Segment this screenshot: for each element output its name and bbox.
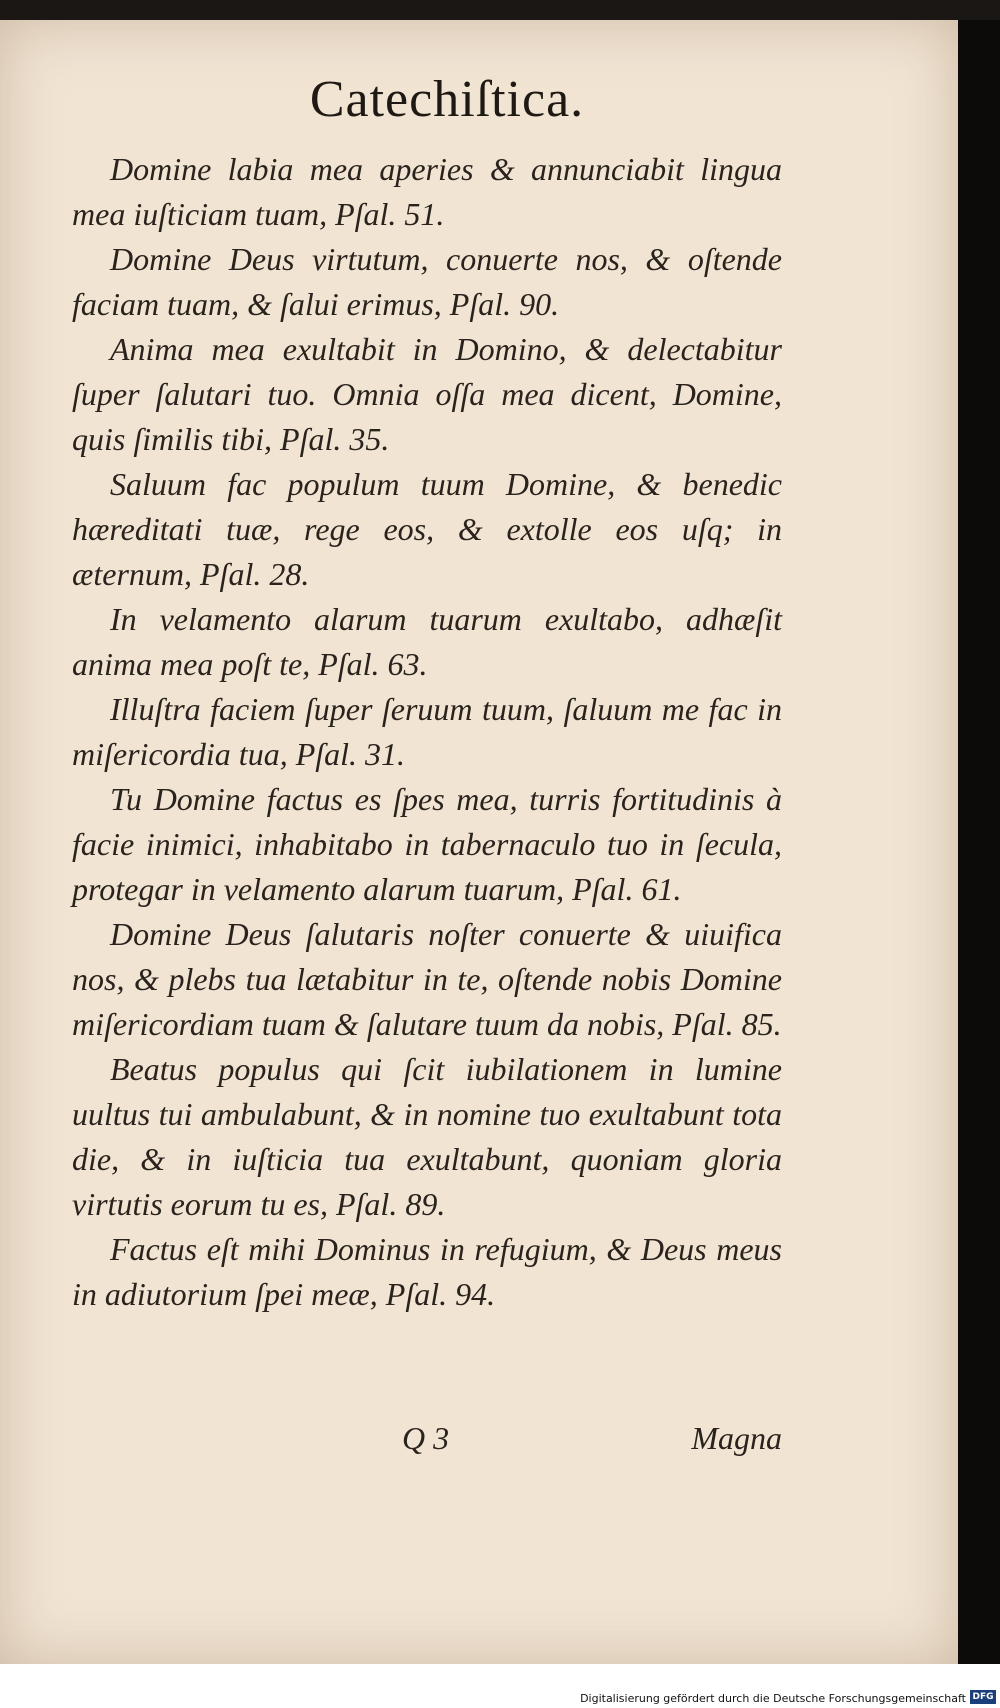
verse-paragraph: Domine Deus virtutum, conuerte nos, & oſtende faciam tuam, & ſalui erimus, Pſal. 90.	[72, 241, 782, 322]
digitization-credit: Digitalisierung gefördert durch die Deutsche Forschungsgemeinschaft	[580, 1692, 966, 1705]
book-edge	[958, 20, 1000, 1664]
signature-mark: Q 3	[402, 1420, 450, 1456]
verse-paragraph: Illuſtra faciem ſuper ſeruum tuum, ſaluum me fac in miſericordia tua, Pſal. 31.	[72, 691, 782, 772]
page-text	[72, 70, 782, 1317]
verse-paragraph: Saluum fac populum tuum Domine, & benedic hæreditati tuæ, rege eos, & extolle eos uſq; in æternum, Pſal. 28.	[72, 466, 782, 592]
verse-paragraph: Beatus populus qui ſcit iubilationem in lumine uultus tui ambulabunt, & in nomine tuo exultabunt tota die, & in iuſticia tua exultabunt, quoniam gloria virtutis eorum tu es, Pſal. 89.	[72, 1051, 782, 1222]
verse-paragraph: Domine Deus ſalutaris noſter conuerte & uiuifica nos, & plebs tua lætabitur in te, oſtende nobis Domine miſericordiam tuam & ſalutare tuum da nobis, Pſal. 85.	[72, 916, 782, 1042]
verse-paragraph: Anima mea exultabit in Domino, & delectabitur ſuper ſalutari tuo. Omnia oſſa mea dicent, Domine, quis ſimilis tibi, Pſal. 35.	[72, 331, 782, 457]
verse-paragraph: Factus eſt mihi Dominus in refugium, & Deus meus in adiutorium ſpei meæ, Pſal. 94.	[72, 1231, 782, 1312]
verse-paragraph: Domine labia mea aperies & annunciabit lingua mea iuſticiam tuam, Pſal. 51.	[72, 151, 782, 232]
dfg-logo-icon: DFG	[970, 1690, 996, 1704]
catchword: Magna	[691, 1420, 782, 1456]
running-head: Catechiſtica.	[309, 71, 585, 128]
verse-paragraph: Tu Domine factus es ſpes mea, turris fortitudinis à facie inimici, inhabitabo in tabernaculo tuo in ſecula, protegar in velamento alarum tuarum, Pſal. 61.	[72, 781, 782, 907]
verse-paragraph: In velamento alarum tuarum exultabo, adhæſit anima mea poſt te, Pſal. 63.	[72, 601, 782, 682]
